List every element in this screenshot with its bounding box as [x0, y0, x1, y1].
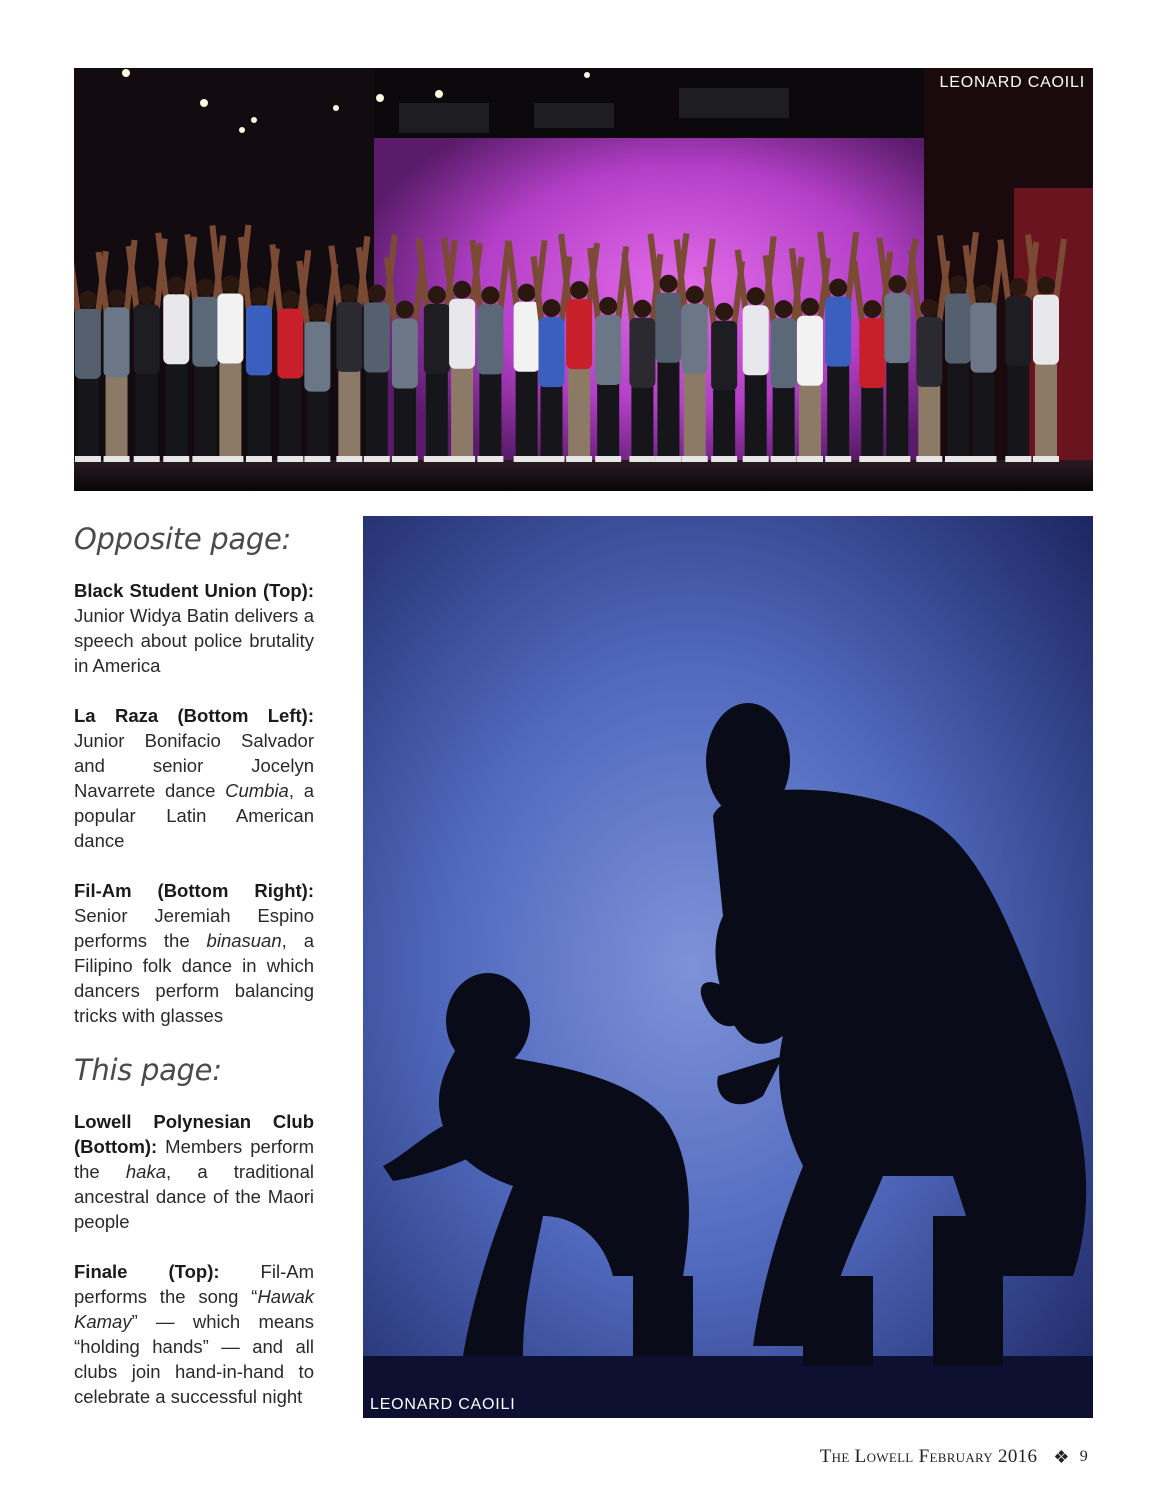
caption-title: Fil-Am (Bottom Right):: [74, 880, 314, 901]
caption-text: Junior Bonifacio Salvador and senior Jocelyn Navarrete dance: [74, 730, 314, 801]
page-footer: [820, 1446, 1088, 1468]
finale-photo: [74, 68, 1093, 491]
caption-text: , a popular Latin American dance: [74, 780, 314, 851]
this-captions: [74, 1109, 314, 1409]
silhouette-illustration: [363, 516, 1093, 1418]
separator-icon: ❖: [1053, 1446, 1070, 1467]
caption-title: La Raza (Bottom Left):: [74, 705, 314, 726]
caption-text: Junior Widya Batin delivers a speech about police brutality in America: [74, 605, 314, 676]
opposite-page-heading: Opposite page:: [74, 522, 291, 556]
caption-paragraph: [74, 578, 314, 678]
caption-paragraph: [74, 878, 314, 1028]
caption-text: , a Filipino folk dance in which dancers perform balancing tricks with glasses: [74, 930, 314, 1026]
stage-illustration: [74, 68, 1093, 491]
issue-date: February 2016: [918, 1446, 1038, 1467]
page-number: 9: [1079, 1448, 1088, 1465]
haka-photo: [363, 516, 1093, 1418]
publication-name: The Lowell: [819, 1446, 914, 1467]
caption-text: ” — which means “holding hands” — and all clubs join hand-in-hand to celebrate a successful night: [74, 1311, 314, 1407]
caption-title: Black Student Union (Top):: [74, 580, 314, 601]
caption-text: Senior Jeremiah Espino performs the: [74, 905, 314, 951]
opposite-captions: [74, 578, 314, 1028]
caption-text: Members perform the: [74, 1136, 314, 1182]
caption-italic-text: Cumbia: [225, 780, 289, 801]
caption-paragraph: [74, 703, 314, 853]
photo-credit-bottom: LEONARD CAOILI: [370, 1396, 516, 1413]
caption-text: Fil-Am performs the song “: [74, 1261, 314, 1307]
caption-title: Lowell Polynesian Club (Bottom):: [74, 1111, 314, 1157]
caption-paragraph: [74, 1259, 314, 1409]
caption-paragraph: [74, 1109, 314, 1234]
photo-credit-top: LEONARD CAOILI: [939, 74, 1085, 91]
caption-italic-text: Hawak Kamay: [74, 1286, 314, 1332]
caption-sidebar: [74, 516, 314, 1434]
this-page-heading: This page:: [74, 1053, 222, 1087]
caption-italic-text: haka: [125, 1161, 167, 1182]
caption-title: Finale (Top):: [74, 1261, 220, 1282]
caption-text: , a traditional ancestral dance of the Maori people: [74, 1161, 314, 1232]
caption-italic-text: binasuan: [206, 930, 282, 951]
